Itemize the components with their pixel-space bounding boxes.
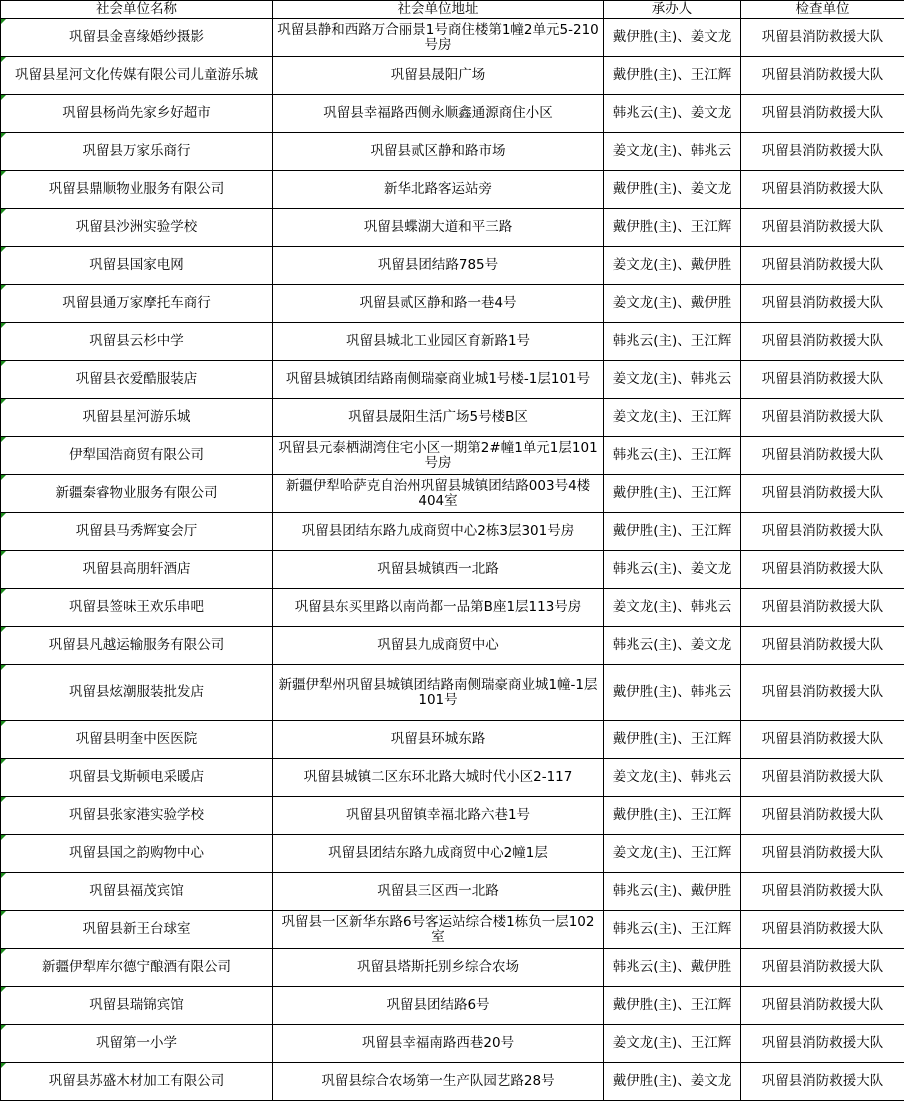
cell-unit: 巩留县消防救援大队	[741, 949, 904, 987]
table-row	[1, 361, 904, 399]
header-unit: 检查单位	[741, 1, 904, 19]
cell-name: 巩留县福茂宾馆	[1, 873, 273, 911]
table-row	[1, 209, 904, 247]
table-row	[1, 475, 904, 513]
cell-address: 巩留县九成商贸中心	[273, 627, 604, 665]
cell-name: 巩留第一小学	[1, 1025, 273, 1063]
cell-name: 巩留县通万家摩托车商行	[1, 285, 273, 323]
cell-address: 巩留县塔斯托别乡综合农场	[273, 949, 604, 987]
cell-unit: 巩留县消防救援大队	[741, 399, 904, 437]
cell-handler: 戴伊胜(主)、王江辉	[604, 513, 741, 551]
cell-name: 巩留县星河文化传媒有限公司儿童游乐城	[1, 57, 273, 95]
cell-unit: 巩留县消防救援大队	[741, 437, 904, 475]
cell-address: 巩留县团结路6号	[273, 987, 604, 1025]
cell-handler: 韩兆云(主)、姜文龙	[604, 551, 741, 589]
cell-address: 新疆伊犁州巩留县城镇团结路南侧瑞豪商业城1幢-1层101号	[273, 665, 604, 721]
cell-unit: 巩留县消防救援大队	[741, 361, 904, 399]
cell-unit: 巩留县消防救援大队	[741, 873, 904, 911]
cell-handler: 姜文龙(主)、韩兆云	[604, 361, 741, 399]
table-row	[1, 171, 904, 209]
cell-handler: 姜文龙(主)、韩兆云	[604, 589, 741, 627]
table-row	[1, 551, 904, 589]
cell-address: 巩留县贰区静和路一巷4号	[273, 285, 604, 323]
cell-name: 巩留县张家港实验学校	[1, 797, 273, 835]
table-row	[1, 759, 904, 797]
table-row	[1, 589, 904, 627]
cell-name: 巩留县高朋轩酒店	[1, 551, 273, 589]
cell-name: 巩留县万家乐商行	[1, 133, 273, 171]
cell-name: 巩留县戈斯顿电采暖店	[1, 759, 273, 797]
cell-name: 新疆秦睿物业服务有限公司	[1, 475, 273, 513]
cell-name: 巩留县杨尚先家乡好超市	[1, 95, 273, 133]
cell-address: 巩留县环城东路	[273, 721, 604, 759]
table-row	[1, 627, 904, 665]
cell-handler: 韩兆云(主)、王江辉	[604, 323, 741, 361]
cell-name: 巩留县星河游乐城	[1, 399, 273, 437]
cell-name: 巩留县新王台球室	[1, 911, 273, 949]
cell-unit: 巩留县消防救援大队	[741, 209, 904, 247]
cell-handler: 姜文龙(主)、戴伊胜	[604, 247, 741, 285]
header-row	[1, 1, 904, 19]
cell-address: 巩留县贰区静和路市场	[273, 133, 604, 171]
header-name: 社会单位名称	[1, 1, 273, 19]
cell-name: 伊犁国浩商贸有限公司	[1, 437, 273, 475]
cell-address: 巩留县东买里路以南尚都一品第B座1层113号房	[273, 589, 604, 627]
cell-unit: 巩留县消防救援大队	[741, 19, 904, 57]
cell-unit: 巩留县消防救援大队	[741, 1063, 904, 1101]
cell-name: 巩留县云杉中学	[1, 323, 273, 361]
table-row	[1, 437, 904, 475]
cell-handler: 韩兆云(主)、姜文龙	[604, 627, 741, 665]
cell-unit: 巩留县消防救援大队	[741, 1025, 904, 1063]
table-row	[1, 721, 904, 759]
table-row	[1, 949, 904, 987]
cell-address: 巩留县静和西路万合丽景1号商住楼第1幢2单元5-210号房	[273, 19, 604, 57]
table-row	[1, 835, 904, 873]
cell-name: 巩留县衣爱酷服装店	[1, 361, 273, 399]
table-row	[1, 513, 904, 551]
cell-unit: 巩留县消防救援大队	[741, 987, 904, 1025]
table-row	[1, 133, 904, 171]
table-row	[1, 1025, 904, 1063]
cell-address: 巩留县晟阳广场	[273, 57, 604, 95]
cell-handler: 戴伊胜(主)、姜文龙	[604, 171, 741, 209]
cell-name: 巩留县鼎顺物业服务有限公司	[1, 171, 273, 209]
cell-unit: 巩留县消防救援大队	[741, 285, 904, 323]
cell-name: 巩留县国之韵购物中心	[1, 835, 273, 873]
cell-unit: 巩留县消防救援大队	[741, 513, 904, 551]
cell-name: 巩留县明奎中医医院	[1, 721, 273, 759]
cell-handler: 韩兆云(主)、王江辉	[604, 437, 741, 475]
table-row	[1, 797, 904, 835]
cell-name: 巩留县金喜缘婚纱摄影	[1, 19, 273, 57]
cell-handler: 戴伊胜(主)、姜文龙	[604, 19, 741, 57]
cell-address: 巩留县幸福南路西巷20号	[273, 1025, 604, 1063]
cell-unit: 巩留县消防救援大队	[741, 759, 904, 797]
cell-handler: 姜文龙(主)、王江辉	[604, 399, 741, 437]
table-row	[1, 911, 904, 949]
cell-address: 巩留县蝶湖大道和平三路	[273, 209, 604, 247]
header-handler: 承办人	[604, 1, 741, 19]
cell-handler: 戴伊胜(主)、王江辉	[604, 987, 741, 1025]
cell-name: 巩留县签味王欢乐串吧	[1, 589, 273, 627]
cell-name: 巩留县苏盛木材加工有限公司	[1, 1063, 273, 1101]
cell-unit: 巩留县消防救援大队	[741, 247, 904, 285]
table-row	[1, 95, 904, 133]
cell-handler: 姜文龙(主)、韩兆云	[604, 759, 741, 797]
cell-address: 巩留县城镇西一北路	[273, 551, 604, 589]
cell-address: 巩留县团结东路九成商贸中心2幢1层	[273, 835, 604, 873]
cell-address: 巩留县城镇团结路南侧瑞豪商业城1号楼-1层101号	[273, 361, 604, 399]
table-row	[1, 19, 904, 57]
cell-unit: 巩留县消防救援大队	[741, 797, 904, 835]
cell-address: 巩留县晟阳生活广场5号楼B区	[273, 399, 604, 437]
cell-name: 巩留县炫潮服装批发店	[1, 665, 273, 721]
cell-name: 巩留县沙洲实验学校	[1, 209, 273, 247]
cell-handler: 韩兆云(主)、戴伊胜	[604, 873, 741, 911]
cell-unit: 巩留县消防救援大队	[741, 665, 904, 721]
cell-unit: 巩留县消防救援大队	[741, 475, 904, 513]
cell-address: 巩留县元泰栖湖湾住宅小区一期第2#幢1单元1层101号房	[273, 437, 604, 475]
cell-handler: 戴伊胜(主)、姜文龙	[604, 1063, 741, 1101]
cell-address: 巩留县综合农场第一生产队园艺路28号	[273, 1063, 604, 1101]
cell-handler: 戴伊胜(主)、王江辉	[604, 209, 741, 247]
table-row	[1, 399, 904, 437]
cell-handler: 戴伊胜(主)、王江辉	[604, 475, 741, 513]
table-row	[1, 285, 904, 323]
cell-address: 巩留县幸福路西侧永顺鑫通源商住小区	[273, 95, 604, 133]
cell-unit: 巩留县消防救援大队	[741, 589, 904, 627]
cell-name: 巩留县凡越运输服务有限公司	[1, 627, 273, 665]
table-row	[1, 987, 904, 1025]
cell-handler: 韩兆云(主)、姜文龙	[604, 95, 741, 133]
cell-handler: 韩兆云(主)、戴伊胜	[604, 949, 741, 987]
cell-unit: 巩留县消防救援大队	[741, 627, 904, 665]
cell-address: 新华北路客运站旁	[273, 171, 604, 209]
cell-handler: 姜文龙(主)、王江辉	[604, 835, 741, 873]
cell-address: 巩留县城镇二区东环北路大城时代小区2-117	[273, 759, 604, 797]
cell-unit: 巩留县消防救援大队	[741, 133, 904, 171]
cell-name: 巩留县瑞锦宾馆	[1, 987, 273, 1025]
cell-handler: 姜文龙(主)、戴伊胜	[604, 285, 741, 323]
cell-unit: 巩留县消防救援大队	[741, 721, 904, 759]
cell-address: 巩留县城北工业园区育新路1号	[273, 323, 604, 361]
table-row	[1, 57, 904, 95]
cell-handler: 姜文龙(主)、韩兆云	[604, 133, 741, 171]
cell-unit: 巩留县消防救援大队	[741, 911, 904, 949]
cell-address: 新疆伊犁哈萨克自治州巩留县城镇团结路003号4楼404室	[273, 475, 604, 513]
cell-name: 巩留县马秀辉宴会厅	[1, 513, 273, 551]
cell-handler: 戴伊胜(主)、王江辉	[604, 57, 741, 95]
cell-name: 新疆伊犁库尔德宁酿酒有限公司	[1, 949, 273, 987]
cell-unit: 巩留县消防救援大队	[741, 95, 904, 133]
cell-unit: 巩留县消防救援大队	[741, 171, 904, 209]
table-row	[1, 873, 904, 911]
table-row	[1, 665, 904, 721]
table-row	[1, 247, 904, 285]
cell-handler: 姜文龙(主)、王江辉	[604, 1025, 741, 1063]
cell-handler: 韩兆云(主)、王江辉	[604, 911, 741, 949]
cell-unit: 巩留县消防救援大队	[741, 323, 904, 361]
table-body	[1, 19, 904, 1101]
table-row	[1, 1063, 904, 1101]
cell-unit: 巩留县消防救援大队	[741, 551, 904, 589]
cell-unit: 巩留县消防救援大队	[741, 57, 904, 95]
cell-handler: 戴伊胜(主)、王江辉	[604, 721, 741, 759]
cell-handler: 戴伊胜(主)、王江辉	[604, 797, 741, 835]
table-row	[1, 323, 904, 361]
cell-address: 巩留县三区西一北路	[273, 873, 604, 911]
cell-address: 巩留县一区新华东路6号客运站综合楼1栋负一层102室	[273, 911, 604, 949]
cell-name: 巩留县国家电网	[1, 247, 273, 285]
cell-address: 巩留县团结路785号	[273, 247, 604, 285]
cell-address: 巩留县巩留镇幸福北路六巷1号	[273, 797, 604, 835]
cell-handler: 戴伊胜(主)、韩兆云	[604, 665, 741, 721]
cell-address: 巩留县团结东路九成商贸中心2栋3层301号房	[273, 513, 604, 551]
cell-unit: 巩留县消防救援大队	[741, 835, 904, 873]
header-address: 社会单位地址	[273, 1, 604, 19]
